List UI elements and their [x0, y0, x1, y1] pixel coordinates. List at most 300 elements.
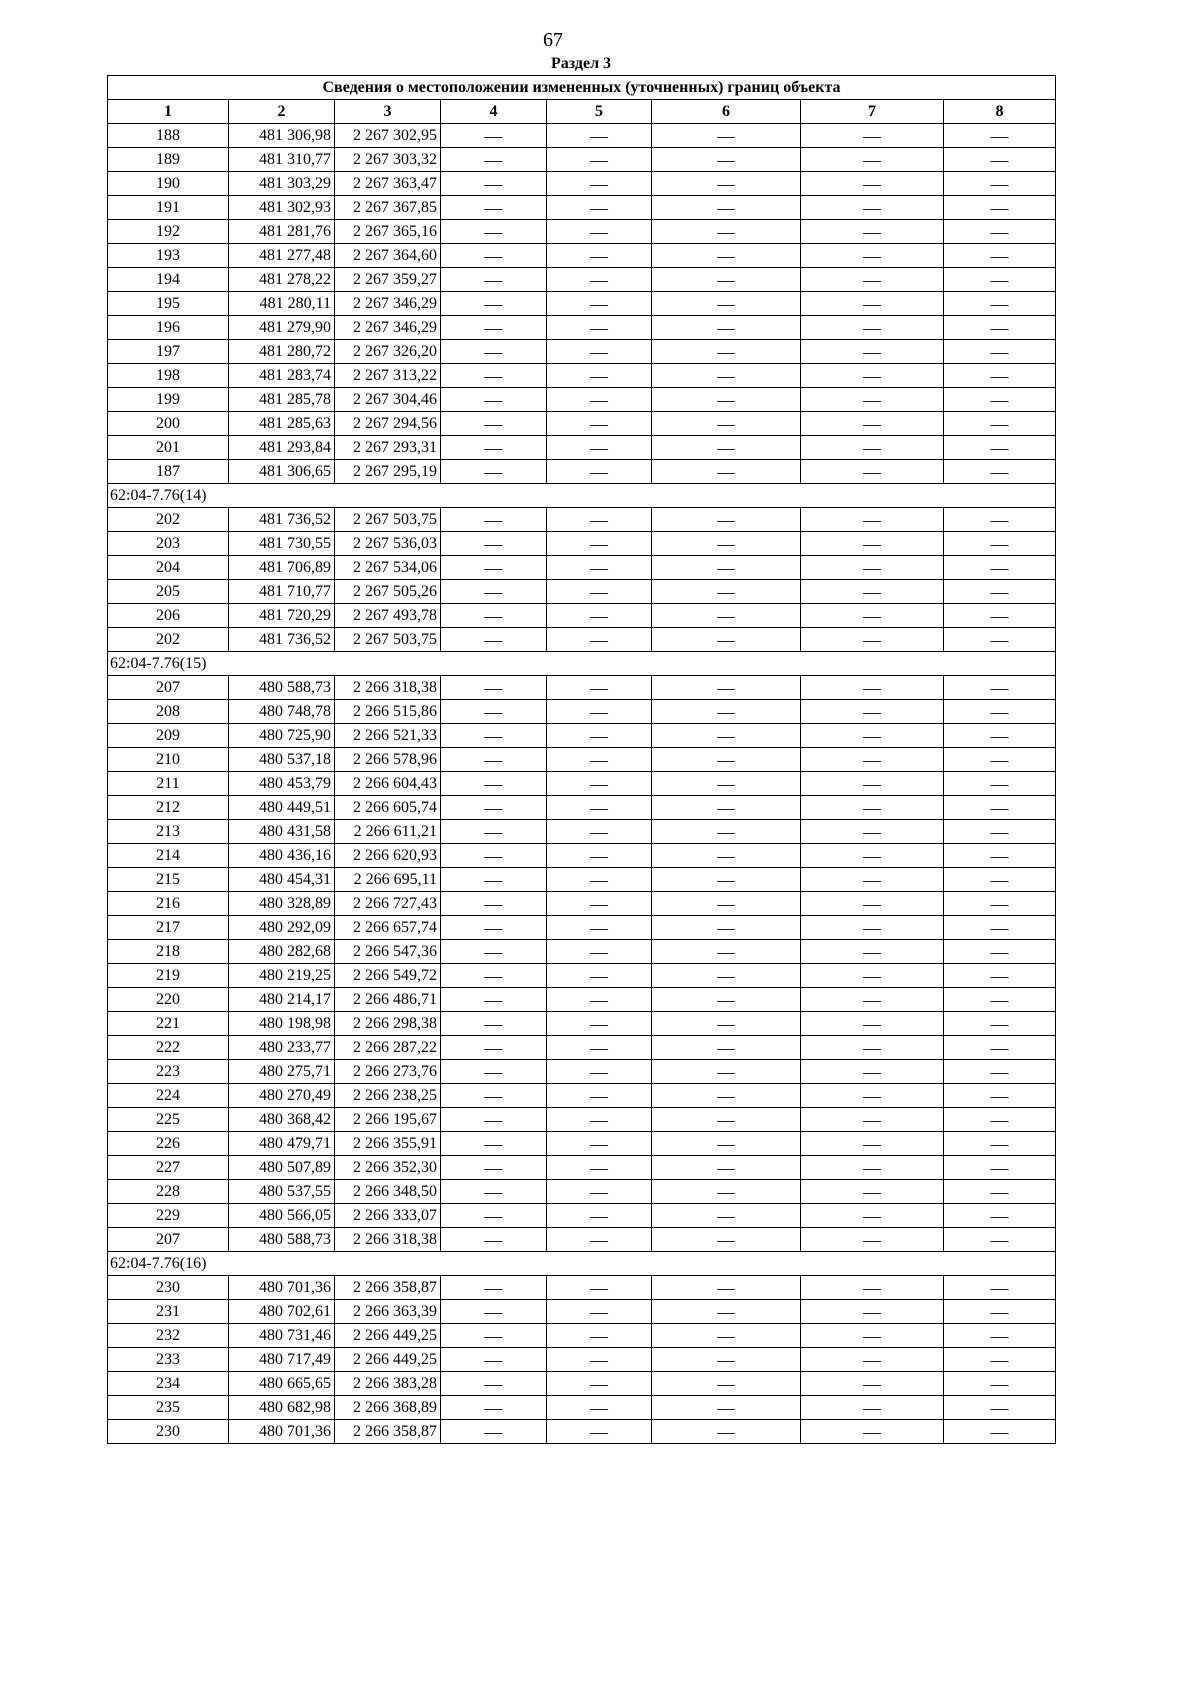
empty-value-cell: —: [801, 220, 944, 244]
empty-value-cell: —: [547, 964, 652, 988]
y-coordinate-cell: 2 267 304,46: [335, 388, 441, 412]
y-coordinate-cell: 2 266 318,38: [335, 1228, 441, 1252]
table-row: [108, 124, 1056, 148]
group-label: 62:04-7.76(16): [108, 1252, 1056, 1276]
table-row: [108, 1372, 1056, 1396]
empty-value-cell: —: [441, 1204, 547, 1228]
table-row: [108, 172, 1056, 196]
x-coordinate-cell: 481 281,76: [229, 220, 335, 244]
x-coordinate-cell: 480 537,18: [229, 748, 335, 772]
empty-value-cell: —: [944, 844, 1056, 868]
y-coordinate-cell: 2 266 657,74: [335, 916, 441, 940]
point-number-cell: 189: [108, 148, 229, 172]
column-header: 7: [801, 100, 944, 124]
empty-value-cell: —: [652, 1156, 801, 1180]
empty-value-cell: —: [441, 1012, 547, 1036]
empty-value-cell: —: [547, 1156, 652, 1180]
table-caption-row: [108, 76, 1056, 100]
y-coordinate-cell: 2 266 547,36: [335, 940, 441, 964]
empty-value-cell: —: [801, 1348, 944, 1372]
empty-value-cell: —: [441, 244, 547, 268]
empty-value-cell: —: [441, 364, 547, 388]
empty-value-cell: —: [801, 196, 944, 220]
x-coordinate-cell: 480 214,17: [229, 988, 335, 1012]
empty-value-cell: —: [441, 700, 547, 724]
empty-value-cell: —: [547, 628, 652, 652]
point-number-cell: 218: [108, 940, 229, 964]
empty-value-cell: —: [944, 796, 1056, 820]
empty-value-cell: —: [547, 244, 652, 268]
empty-value-cell: —: [652, 892, 801, 916]
point-number-cell: 225: [108, 1108, 229, 1132]
x-coordinate-cell: 481 306,98: [229, 124, 335, 148]
table-row: [108, 868, 1056, 892]
y-coordinate-cell: 2 267 367,85: [335, 196, 441, 220]
empty-value-cell: —: [944, 676, 1056, 700]
group-label-row: [108, 484, 1056, 508]
empty-value-cell: —: [441, 604, 547, 628]
table-row: [108, 388, 1056, 412]
column-header: 6: [652, 100, 801, 124]
empty-value-cell: —: [652, 1108, 801, 1132]
empty-value-cell: —: [441, 556, 547, 580]
empty-value-cell: —: [441, 220, 547, 244]
empty-value-cell: —: [441, 772, 547, 796]
y-coordinate-cell: 2 266 355,91: [335, 1132, 441, 1156]
empty-value-cell: —: [801, 268, 944, 292]
x-coordinate-cell: 481 306,65: [229, 460, 335, 484]
table-row: [108, 748, 1056, 772]
column-header: 5: [547, 100, 652, 124]
empty-value-cell: —: [547, 604, 652, 628]
point-number-cell: 228: [108, 1180, 229, 1204]
empty-value-cell: —: [652, 868, 801, 892]
empty-value-cell: —: [652, 1084, 801, 1108]
point-number-cell: 204: [108, 556, 229, 580]
empty-value-cell: —: [441, 1396, 547, 1420]
empty-value-cell: —: [547, 1276, 652, 1300]
empty-value-cell: —: [441, 1156, 547, 1180]
point-number-cell: 216: [108, 892, 229, 916]
point-number-cell: 210: [108, 748, 229, 772]
x-coordinate-cell: 480 270,49: [229, 1084, 335, 1108]
empty-value-cell: —: [801, 124, 944, 148]
table-row: [108, 1420, 1056, 1444]
empty-value-cell: —: [547, 892, 652, 916]
table-row: [108, 1108, 1056, 1132]
empty-value-cell: —: [547, 1012, 652, 1036]
x-coordinate-cell: 481 720,29: [229, 604, 335, 628]
point-number-cell: 187: [108, 460, 229, 484]
point-number-cell: 231: [108, 1300, 229, 1324]
point-number-cell: 202: [108, 628, 229, 652]
empty-value-cell: —: [652, 1060, 801, 1084]
empty-value-cell: —: [801, 148, 944, 172]
empty-value-cell: —: [547, 1348, 652, 1372]
empty-value-cell: —: [441, 1132, 547, 1156]
y-coordinate-cell: 2 267 313,22: [335, 364, 441, 388]
empty-value-cell: —: [944, 988, 1056, 1012]
empty-value-cell: —: [944, 1420, 1056, 1444]
empty-value-cell: —: [944, 1228, 1056, 1252]
x-coordinate-cell: 481 293,84: [229, 436, 335, 460]
empty-value-cell: —: [547, 1204, 652, 1228]
empty-value-cell: —: [801, 700, 944, 724]
empty-value-cell: —: [441, 460, 547, 484]
empty-value-cell: —: [547, 532, 652, 556]
empty-value-cell: —: [652, 628, 801, 652]
empty-value-cell: —: [547, 196, 652, 220]
y-coordinate-cell: 2 266 578,96: [335, 748, 441, 772]
empty-value-cell: —: [944, 1108, 1056, 1132]
point-number-cell: 234: [108, 1372, 229, 1396]
table-row: [108, 1060, 1056, 1084]
empty-value-cell: —: [547, 844, 652, 868]
empty-value-cell: —: [441, 1180, 547, 1204]
point-number-cell: 200: [108, 412, 229, 436]
table-row: [108, 964, 1056, 988]
empty-value-cell: —: [801, 244, 944, 268]
empty-value-cell: —: [944, 820, 1056, 844]
empty-value-cell: —: [652, 580, 801, 604]
empty-value-cell: —: [944, 580, 1056, 604]
empty-value-cell: —: [441, 844, 547, 868]
point-number-cell: 206: [108, 604, 229, 628]
empty-value-cell: —: [547, 1108, 652, 1132]
table-row: [108, 1132, 1056, 1156]
empty-value-cell: —: [944, 1036, 1056, 1060]
point-number-cell: 203: [108, 532, 229, 556]
point-number-cell: 227: [108, 1156, 229, 1180]
empty-value-cell: —: [441, 436, 547, 460]
empty-value-cell: —: [652, 196, 801, 220]
y-coordinate-cell: 2 266 195,67: [335, 1108, 441, 1132]
y-coordinate-cell: 2 267 359,27: [335, 268, 441, 292]
y-coordinate-cell: 2 266 333,07: [335, 1204, 441, 1228]
empty-value-cell: —: [441, 316, 547, 340]
x-coordinate-cell: 480 282,68: [229, 940, 335, 964]
empty-value-cell: —: [944, 436, 1056, 460]
point-number-cell: 214: [108, 844, 229, 868]
empty-value-cell: —: [944, 292, 1056, 316]
point-number-cell: 222: [108, 1036, 229, 1060]
empty-value-cell: —: [652, 604, 801, 628]
y-coordinate-cell: 2 266 358,87: [335, 1420, 441, 1444]
empty-value-cell: —: [801, 1324, 944, 1348]
table-row: [108, 1228, 1056, 1252]
empty-value-cell: —: [801, 1420, 944, 1444]
point-number-cell: 194: [108, 268, 229, 292]
empty-value-cell: —: [547, 388, 652, 412]
empty-value-cell: —: [547, 748, 652, 772]
empty-value-cell: —: [801, 1108, 944, 1132]
table-row: [108, 1348, 1056, 1372]
y-coordinate-cell: 2 266 287,22: [335, 1036, 441, 1060]
empty-value-cell: —: [547, 340, 652, 364]
empty-value-cell: —: [801, 1300, 944, 1324]
empty-value-cell: —: [547, 1084, 652, 1108]
empty-value-cell: —: [547, 700, 652, 724]
empty-value-cell: —: [801, 580, 944, 604]
y-coordinate-cell: 2 266 358,87: [335, 1276, 441, 1300]
empty-value-cell: —: [944, 556, 1056, 580]
empty-value-cell: —: [652, 508, 801, 532]
empty-value-cell: —: [944, 1396, 1056, 1420]
empty-value-cell: —: [801, 1132, 944, 1156]
table-row: [108, 220, 1056, 244]
table-row: [108, 1204, 1056, 1228]
x-coordinate-cell: 480 275,71: [229, 1060, 335, 1084]
y-coordinate-cell: 2 266 486,71: [335, 988, 441, 1012]
table-row: [108, 580, 1056, 604]
empty-value-cell: —: [441, 1300, 547, 1324]
x-coordinate-cell: 480 449,51: [229, 796, 335, 820]
empty-value-cell: —: [652, 1180, 801, 1204]
empty-value-cell: —: [801, 628, 944, 652]
point-number-cell: 213: [108, 820, 229, 844]
empty-value-cell: —: [652, 1132, 801, 1156]
x-coordinate-cell: 481 710,77: [229, 580, 335, 604]
table-row: [108, 292, 1056, 316]
empty-value-cell: —: [801, 892, 944, 916]
empty-value-cell: —: [441, 196, 547, 220]
empty-value-cell: —: [652, 436, 801, 460]
empty-value-cell: —: [801, 1156, 944, 1180]
table-row: [108, 628, 1056, 652]
table-row: [108, 1180, 1056, 1204]
table-row: [108, 1156, 1056, 1180]
empty-value-cell: —: [652, 1228, 801, 1252]
empty-value-cell: —: [801, 820, 944, 844]
y-coordinate-cell: 2 267 346,29: [335, 316, 441, 340]
y-coordinate-cell: 2 266 273,76: [335, 1060, 441, 1084]
point-number-cell: 229: [108, 1204, 229, 1228]
column-header-row: [108, 100, 1056, 124]
empty-value-cell: —: [652, 748, 801, 772]
empty-value-cell: —: [944, 940, 1056, 964]
empty-value-cell: —: [547, 1228, 652, 1252]
empty-value-cell: —: [944, 772, 1056, 796]
y-coordinate-cell: 2 266 298,38: [335, 1012, 441, 1036]
group-label-row: [108, 652, 1056, 676]
empty-value-cell: —: [944, 364, 1056, 388]
x-coordinate-cell: 480 507,89: [229, 1156, 335, 1180]
y-coordinate-cell: 2 266 611,21: [335, 820, 441, 844]
point-number-cell: 235: [108, 1396, 229, 1420]
empty-value-cell: —: [547, 1132, 652, 1156]
empty-value-cell: —: [652, 700, 801, 724]
table-row: [108, 796, 1056, 820]
empty-value-cell: —: [652, 340, 801, 364]
y-coordinate-cell: 2 266 605,74: [335, 796, 441, 820]
empty-value-cell: —: [801, 412, 944, 436]
empty-value-cell: —: [547, 580, 652, 604]
empty-value-cell: —: [652, 148, 801, 172]
point-number-cell: 193: [108, 244, 229, 268]
empty-value-cell: —: [441, 796, 547, 820]
empty-value-cell: —: [801, 940, 944, 964]
table-row: [108, 724, 1056, 748]
table-row: [108, 1396, 1056, 1420]
empty-value-cell: —: [801, 748, 944, 772]
empty-value-cell: —: [441, 1324, 547, 1348]
x-coordinate-cell: 481 736,52: [229, 628, 335, 652]
empty-value-cell: —: [944, 460, 1056, 484]
empty-value-cell: —: [944, 508, 1056, 532]
empty-value-cell: —: [441, 1084, 547, 1108]
empty-value-cell: —: [652, 1276, 801, 1300]
empty-value-cell: —: [801, 676, 944, 700]
x-coordinate-cell: 481 283,74: [229, 364, 335, 388]
table-row: [108, 1276, 1056, 1300]
empty-value-cell: —: [547, 724, 652, 748]
empty-value-cell: —: [652, 724, 801, 748]
table-row: [108, 436, 1056, 460]
empty-value-cell: —: [801, 1204, 944, 1228]
empty-value-cell: —: [652, 1420, 801, 1444]
empty-value-cell: —: [652, 988, 801, 1012]
empty-value-cell: —: [944, 964, 1056, 988]
point-number-cell: 199: [108, 388, 229, 412]
empty-value-cell: —: [801, 1276, 944, 1300]
empty-value-cell: —: [801, 172, 944, 196]
empty-value-cell: —: [652, 172, 801, 196]
table-row: [108, 268, 1056, 292]
point-number-cell: 205: [108, 580, 229, 604]
empty-value-cell: —: [441, 748, 547, 772]
empty-value-cell: —: [801, 1036, 944, 1060]
empty-value-cell: —: [547, 220, 652, 244]
y-coordinate-cell: 2 266 695,11: [335, 868, 441, 892]
empty-value-cell: —: [944, 1132, 1056, 1156]
empty-value-cell: —: [944, 1348, 1056, 1372]
y-coordinate-cell: 2 266 318,38: [335, 676, 441, 700]
point-number-cell: 221: [108, 1012, 229, 1036]
table-row: [108, 316, 1056, 340]
point-number-cell: 211: [108, 772, 229, 796]
empty-value-cell: —: [944, 340, 1056, 364]
empty-value-cell: —: [547, 412, 652, 436]
empty-value-cell: —: [652, 292, 801, 316]
empty-value-cell: —: [652, 1300, 801, 1324]
table-row: [108, 148, 1056, 172]
empty-value-cell: —: [547, 172, 652, 196]
empty-value-cell: —: [801, 556, 944, 580]
empty-value-cell: —: [801, 868, 944, 892]
empty-value-cell: —: [944, 1084, 1056, 1108]
empty-value-cell: —: [652, 244, 801, 268]
group-label: 62:04-7.76(14): [108, 484, 1056, 508]
empty-value-cell: —: [441, 988, 547, 1012]
empty-value-cell: —: [441, 676, 547, 700]
empty-value-cell: —: [441, 892, 547, 916]
y-coordinate-cell: 2 267 534,06: [335, 556, 441, 580]
empty-value-cell: —: [652, 532, 801, 556]
empty-value-cell: —: [944, 1372, 1056, 1396]
page-number: 67: [543, 29, 563, 51]
empty-value-cell: —: [441, 1348, 547, 1372]
y-coordinate-cell: 2 267 536,03: [335, 532, 441, 556]
table-row: [108, 1324, 1056, 1348]
column-header: 4: [441, 100, 547, 124]
x-coordinate-cell: 480 233,77: [229, 1036, 335, 1060]
empty-value-cell: —: [652, 796, 801, 820]
empty-value-cell: —: [547, 988, 652, 1012]
empty-value-cell: —: [801, 436, 944, 460]
x-coordinate-cell: 481 277,48: [229, 244, 335, 268]
empty-value-cell: —: [801, 460, 944, 484]
point-number-cell: 192: [108, 220, 229, 244]
y-coordinate-cell: 2 266 348,50: [335, 1180, 441, 1204]
y-coordinate-cell: 2 267 302,95: [335, 124, 441, 148]
table-row: [108, 364, 1056, 388]
table-row: [108, 412, 1056, 436]
empty-value-cell: —: [801, 796, 944, 820]
empty-value-cell: —: [547, 1180, 652, 1204]
empty-value-cell: —: [547, 1300, 652, 1324]
empty-value-cell: —: [547, 124, 652, 148]
y-coordinate-cell: 2 267 295,19: [335, 460, 441, 484]
x-coordinate-cell: 480 328,89: [229, 892, 335, 916]
point-number-cell: 226: [108, 1132, 229, 1156]
empty-value-cell: —: [547, 436, 652, 460]
x-coordinate-cell: 480 219,25: [229, 964, 335, 988]
empty-value-cell: —: [944, 316, 1056, 340]
point-number-cell: 198: [108, 364, 229, 388]
empty-value-cell: —: [441, 1036, 547, 1060]
empty-value-cell: —: [652, 1324, 801, 1348]
x-coordinate-cell: 480 665,65: [229, 1372, 335, 1396]
y-coordinate-cell: 2 266 620,93: [335, 844, 441, 868]
empty-value-cell: —: [801, 1180, 944, 1204]
table-body: [108, 76, 1056, 1444]
y-coordinate-cell: 2 267 363,47: [335, 172, 441, 196]
empty-value-cell: —: [801, 340, 944, 364]
y-coordinate-cell: 2 267 493,78: [335, 604, 441, 628]
empty-value-cell: —: [944, 1276, 1056, 1300]
empty-value-cell: —: [441, 820, 547, 844]
point-number-cell: 191: [108, 196, 229, 220]
point-number-cell: 232: [108, 1324, 229, 1348]
point-number-cell: 196: [108, 316, 229, 340]
empty-value-cell: —: [944, 148, 1056, 172]
column-header: 2: [229, 100, 335, 124]
x-coordinate-cell: 480 479,71: [229, 1132, 335, 1156]
empty-value-cell: —: [652, 556, 801, 580]
empty-value-cell: —: [944, 1324, 1056, 1348]
point-number-cell: 230: [108, 1420, 229, 1444]
x-coordinate-cell: 480 588,73: [229, 1228, 335, 1252]
point-number-cell: 215: [108, 868, 229, 892]
empty-value-cell: —: [944, 868, 1056, 892]
group-label: 62:04-7.76(15): [108, 652, 1056, 676]
empty-value-cell: —: [441, 412, 547, 436]
empty-value-cell: —: [652, 772, 801, 796]
empty-value-cell: —: [944, 388, 1056, 412]
empty-value-cell: —: [441, 388, 547, 412]
point-number-cell: 224: [108, 1084, 229, 1108]
empty-value-cell: —: [944, 172, 1056, 196]
empty-value-cell: —: [944, 412, 1056, 436]
y-coordinate-cell: 2 267 505,26: [335, 580, 441, 604]
empty-value-cell: —: [801, 292, 944, 316]
empty-value-cell: —: [547, 148, 652, 172]
point-number-cell: 195: [108, 292, 229, 316]
x-coordinate-cell: 481 280,72: [229, 340, 335, 364]
x-coordinate-cell: 480 748,78: [229, 700, 335, 724]
y-coordinate-cell: 2 266 363,39: [335, 1300, 441, 1324]
empty-value-cell: —: [944, 268, 1056, 292]
